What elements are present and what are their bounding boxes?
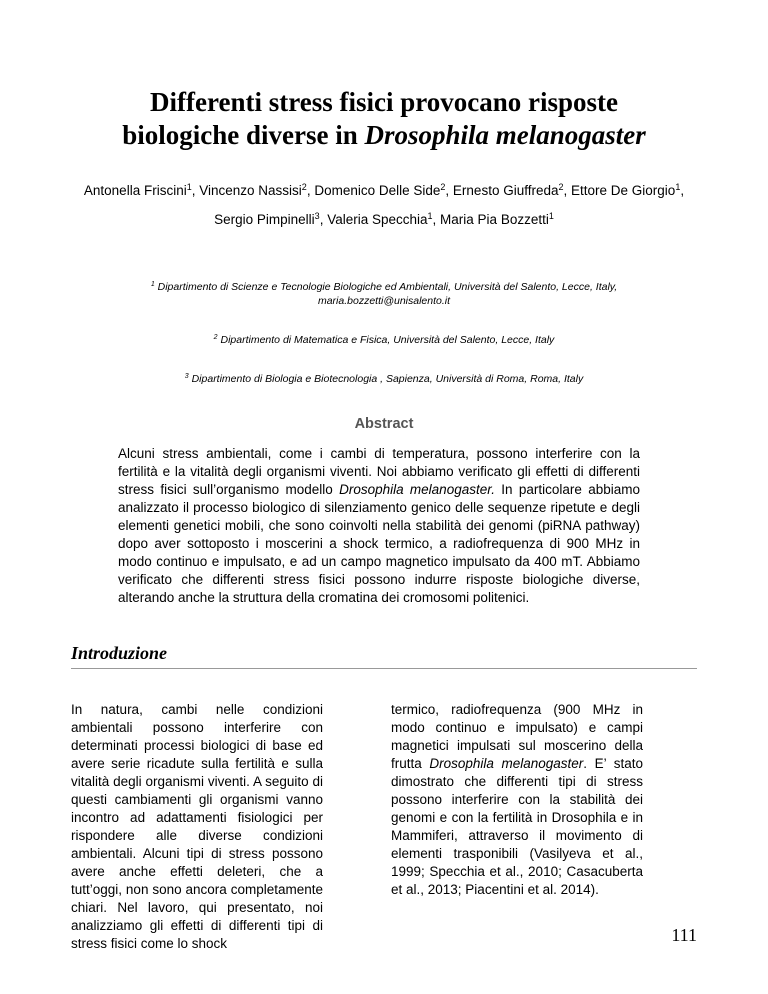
page-number: 111 xyxy=(671,925,697,945)
author-affil-sup: 1 xyxy=(186,182,192,192)
intro-species: Drosophila melanogaster xyxy=(429,756,584,771)
author-affil-sup: 1 xyxy=(548,211,554,221)
author: Antonella Friscini xyxy=(83,183,187,198)
author-affil-sup: 1 xyxy=(427,211,433,221)
intro-column-left: In natura, cambi nelle condizioni ambientali possono interferire con determinati processi biologici di base ed avere serie ricadute sulla fertilità e sulla vitalità degli organismi viventi. A seguito di questi cambiamenti gli organismi vanno incontro ad adattamenti fisiologici per rispondere alle diverse condizioni ambientali. Alcuni tipi di stress possono avere anche effetti deleteri, che a tutt’oggi, non sono ancora completamente chiari. Nel lavoro, qui presentato, noi analizziamo gli effetti di differenti tipi di stress fisici come lo shock xyxy=(71,702,323,951)
author-affil-sup: 1 xyxy=(675,182,681,192)
author-sep: , xyxy=(191,183,200,198)
author-sep: , xyxy=(680,183,685,198)
author-affil-sup: 2 xyxy=(301,182,307,192)
author-sep: , xyxy=(306,183,315,198)
introduction-heading: Introduzione xyxy=(71,643,168,663)
author: Sergio Pimpinelli xyxy=(214,212,315,227)
affiliation-number: 2 xyxy=(213,334,218,341)
author: Maria Pia Bozzetti xyxy=(440,212,549,227)
author-sep: , xyxy=(445,183,453,198)
author: Vincenzo Nassisi xyxy=(199,183,302,198)
affiliation-3 xyxy=(60,372,708,386)
author-line-1 xyxy=(60,183,708,199)
abstract-heading: Abstract xyxy=(354,416,414,432)
author-sep: , xyxy=(563,183,572,198)
author: Valeria Specchia xyxy=(327,212,428,227)
author-affil-sup: 2 xyxy=(440,182,446,192)
author: Ernesto Giuffreda xyxy=(452,183,559,198)
abstract-species: Drosophila melanogaster. xyxy=(339,482,495,497)
affiliation-1 xyxy=(60,280,708,308)
affiliation-email: maria.bozzetti@unisalento.it xyxy=(317,295,451,307)
title-line-1: Differenti stress fisici provocano risposte xyxy=(150,87,618,117)
author: Ettore De Giorgio xyxy=(571,183,676,198)
affiliation-text: Dipartimento di Matematica e Fisica, Università del Salento, Lecce, Italy xyxy=(220,334,555,346)
title-line-2: biologiche diverse in xyxy=(122,120,365,150)
affiliation-number: 1 xyxy=(150,281,155,288)
intro-right-text-2: . E’ stato dimostrato che differenti tipi di stress possono interferire con la stabilità dei genomi e con la fertilità in Drosophila e in Mammiferi, attraverso il movimento di elementi trasponibili (Vasilyeva et al., 1999; Specchia et al., 2010; Casacuberta et al., 2013; Piacentini et al. 2014). xyxy=(391,756,643,897)
title-species: Drosophila melanogaster xyxy=(364,120,646,150)
author-affil-sup: 3 xyxy=(314,211,320,221)
affiliation-text: Dipartimento di Scienze e Tecnologie Biologiche ed Ambientali, Università del Salento, Lecce, Italy, xyxy=(157,281,618,293)
affiliation-text: Dipartimento di Biologia e Biotecnologia , Sapienza, Università di Roma, Roma, Italy xyxy=(191,373,584,385)
paper-title xyxy=(0,86,768,152)
affiliation-number: 3 xyxy=(184,373,189,380)
intro-column-right xyxy=(391,701,643,899)
intro-right-text-1: termico, radiofrequenza (900 MHz in modo continuo e impulsato) e campi magnetici impulsati sul moscerino della frutta xyxy=(391,702,643,771)
abstract-body xyxy=(118,445,640,607)
abstract-text-2: In particolare abbiamo analizzato il processo biologico di silenziamento genico delle sequenze ripetute e degli elementi genetici mobili, che sono coinvolti nella stabilità dei genomi (piRNA pathway) dopo aver sottoposto i moscerini a shock termico, a radiofrequenza di 900 MHz in modo continuo e impulsato, e ad un campo magnetico impulsato da 400 mT. Abbiamo verificato che differenti stress fisici possono indurre risposte biologiche diverse, alterando anche la struttura della cromatina dei cromosomi politenici. xyxy=(118,482,640,605)
affiliation-2 xyxy=(60,333,708,347)
author-sep: , xyxy=(432,212,441,227)
author: Domenico Delle Side xyxy=(314,183,441,198)
author-sep: , xyxy=(319,212,328,227)
author-line-2 xyxy=(60,212,708,228)
section-divider xyxy=(71,668,697,669)
abstract-text-1: Alcuni stress ambientali, come i cambi di temperatura, possono interferire con la fertilità e la vitalità degli organismi viventi. Noi abbiamo verificato gli effetti di differenti stress fisici sull’organismo modello xyxy=(118,446,640,497)
author-affil-sup: 2 xyxy=(558,182,564,192)
